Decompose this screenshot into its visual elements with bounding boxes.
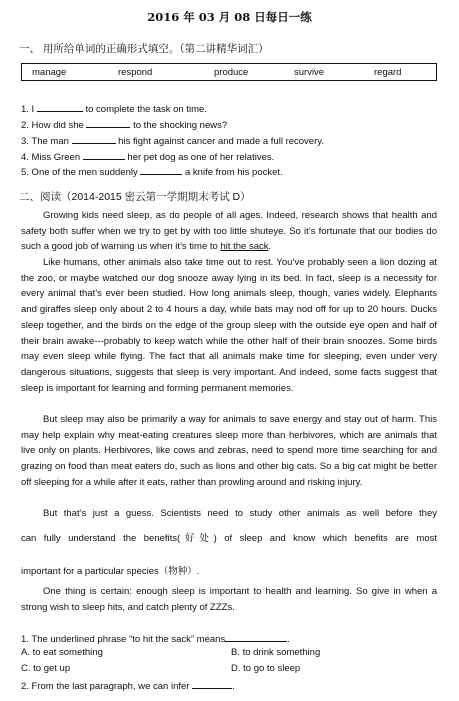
fill-item-3 [21, 134, 324, 147]
page-title: 2016 年 03 月 08 日每日一练 [147, 10, 312, 24]
paragraph-4-line-1 [21, 508, 437, 519]
question-1: 1. The underlined phrase “to hit the sack” means . [21, 634, 290, 645]
fill-item-1 [21, 102, 207, 115]
word-bank-box [21, 63, 437, 81]
fill-item-text: a knife from his pocket. [185, 167, 283, 178]
fill-item-text: 1. I [21, 104, 35, 115]
fill-item-2 [21, 118, 227, 131]
paragraph-text: But sleep may also be primarily a way for animals to save energy and stay out of harm. This may help explain why meat-eating creatures sleep more than herbivores, which are animals that live only on plants. Herbivores, like cows and zebras, need to spend more time searching for and grazing on food than meat eaters do, such as lions and other big cats. So a big cat might be better off sleeping for a while after it eats, rather than prowling around and risking injury. [21, 414, 437, 488]
fill-item-4 [21, 150, 274, 163]
paragraph-text: But that’s just a guess. Scientists need to study other animals as well before they [43, 508, 437, 519]
paragraph-text: . [268, 241, 272, 253]
fill-item-text: her pet dog as one of her relatives. [127, 152, 275, 163]
paragraph-text: Growing kids need sleep, as do people of all ages. Indeed, research shows that health and safety both suffer when we try to get by with too little shuteye. So it’s fortunate that our bodies do such a good job of warning us when it’s time to [21, 210, 437, 253]
paragraph-4-line-3: important for a particular species（物种）. [21, 566, 200, 577]
fill-item-text: 3. The man [21, 136, 69, 147]
answer-blank[interactable] [140, 165, 182, 175]
section1-heading: 一、 用所给单词的正确形式填空。（第二讲精华词汇） [19, 43, 269, 55]
word-bank-item: produce [214, 67, 249, 78]
answer-blank[interactable] [225, 632, 287, 642]
answer-blank[interactable] [86, 118, 130, 128]
option-a[interactable]: A. to eat something [21, 647, 103, 658]
question-text: 1. The underlined phrase “to hit the sack” means [21, 634, 226, 645]
fill-item-text: to the shocking news? [133, 120, 228, 131]
answer-blank[interactable] [37, 102, 83, 112]
fill-item-text: 2. How did she [21, 120, 84, 131]
word-bank-item: respond [118, 67, 153, 78]
question-2 [21, 679, 437, 692]
paragraph-text: One thing is certain: enough sleep is important to health and learning. So give in when a strong wish to sleep hits, and catch plenty of ZZZs. [21, 586, 437, 613]
fill-item-5 [21, 165, 283, 178]
paragraph-1 [21, 208, 437, 255]
option-d[interactable]: D. to go to sleep [231, 663, 301, 674]
answer-blank[interactable] [192, 679, 232, 689]
option-c[interactable]: C. to get up [21, 663, 71, 674]
underlined-phrase: hit the sack [220, 241, 269, 253]
option-b[interactable]: B. to drink something [231, 647, 321, 658]
paragraph-3 [21, 412, 437, 491]
paragraph-4-line-2: can fully understand the benefits(好处) of sleep and know which benefits are most [21, 533, 437, 544]
fill-item-text: to complete the task on time. [85, 104, 207, 115]
word-bank-item: manage [32, 67, 67, 78]
fill-item-text: his fight against cancer and made a full recovery. [118, 136, 324, 147]
section2-heading: 二、阅读（2014-2015 密云第一学期期末考试 D） [19, 191, 251, 203]
fill-item-text: 5. One of the men suddenly [21, 167, 138, 178]
question-text: 2. From the last paragraph, we can infer [21, 681, 190, 692]
fill-item-text: 4. Miss Green [21, 152, 81, 163]
paragraph-5 [21, 584, 437, 615]
answer-blank[interactable] [72, 134, 116, 144]
answer-blank[interactable] [83, 150, 125, 160]
paragraph-text: Like humans, other animals also take time out to rest. You’ve probably seen a lion dozing at the zoo, or maybe watched our dog snooze away lying in its bed. In fact, sleep is a necessity for every animal that’s ever been studied. How long animals sleep, though, varies widely. Elephants and giraffes sleep only about 2 to 4 hours a day, while bats may nod off for up to 20 hours. Ducks sleep together, and the birds on the edge of the group sleep with the outside eye open and half of their brain awake---probably to keep watch while the other half of their brain snoozes. Some birds may even sleep while flying. The fact that all animals make time for sleeping, even under very dangerous situations, suggests that sleep is very important. And indeed, some facts suggest that sleep is important for learning and forming permanent memories. [21, 257, 437, 394]
word-bank-item: survive [294, 67, 325, 78]
question-text: . [232, 681, 235, 692]
word-bank-item: regard [374, 67, 402, 78]
paragraph-2 [21, 255, 437, 396]
